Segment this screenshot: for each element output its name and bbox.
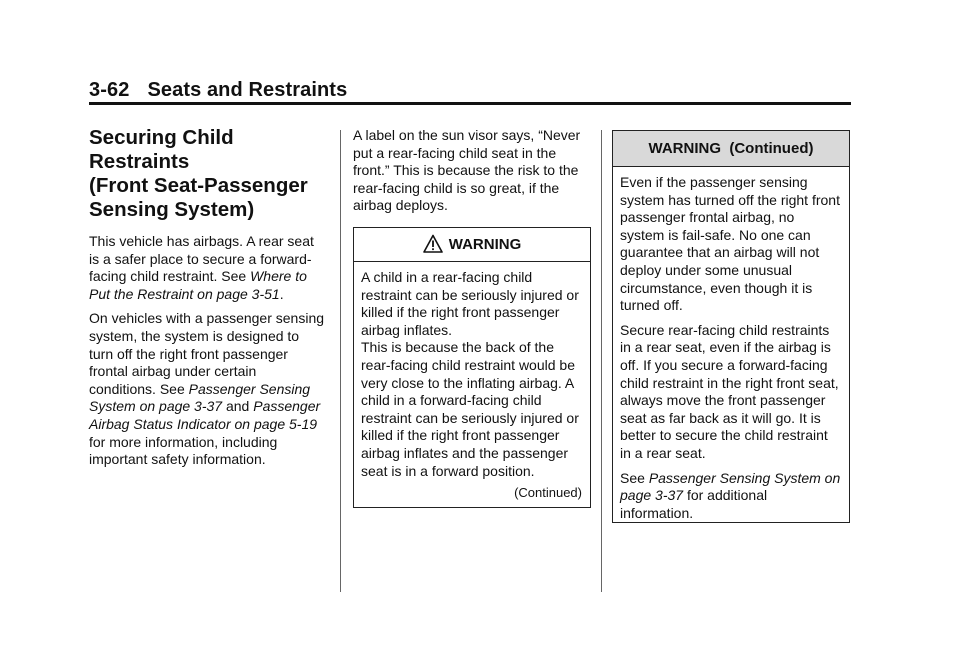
paragraph-sun-visor: A label on the sun visor says, “Never put a rear-facing child seat in the front.” This is because the risk to the rear-facing child is so great, if the airbag deploys. — [353, 127, 581, 214]
paragraph-text: See — [620, 469, 649, 486]
warning-continued-title: WARNING (Continued) — [648, 140, 814, 157]
reference-link-airbag-indicator[interactable]: Passenger Airbag Status Indicator on page 5-19 — [89, 398, 321, 432]
warning-header — [354, 228, 590, 262]
section-heading: Securing Child Restraints (Front Seat-Passenger Sensing System) — [89, 126, 308, 221]
column-divider-2 — [601, 130, 602, 592]
warning-continued-box — [612, 130, 850, 523]
column-divider-1 — [340, 130, 341, 592]
reference-link-passenger-sensing-2[interactable]: Passenger Sensing System on page 3-37 — [620, 469, 841, 504]
warning-continued-header — [613, 131, 849, 167]
warning-text-fail-safe: Even if the passenger sensing system has turned off the right front passenger frontal airbag, no system is fail-safe. No one can guarantee that an airbag will not deploy under some unusual circumstance, even though it is turned off. — [620, 174, 840, 314]
warning-text-secure-rear: Secure rear-facing child restraints in a rear seat, even if the airbag is off. If you secure a forward-facing child restraint in the right front seat, always move the front passenger seat as far back as it will go. It is better to secure the child restraint in a rear seat. — [620, 321, 839, 461]
column-3 — [612, 130, 850, 523]
page-header — [89, 79, 347, 102]
paragraph-text: On vehicles with a passenger sensing system, the system is designed to turn off the right front passenger frontal airbag under certain conditions. See — [89, 310, 325, 397]
continued-label: (Continued) — [514, 485, 582, 501]
warning-continued-body — [613, 167, 849, 533]
paragraph-end: . — [279, 285, 284, 302]
reference-link-passenger-sensing[interactable]: Passenger Sensing System on page 3-37 — [89, 380, 311, 415]
reference-link-restraint-placement[interactable]: Where to Put the Restraint on page 3-51 — [89, 268, 307, 302]
warning-box — [353, 227, 591, 508]
column-2 — [353, 127, 591, 508]
warning-text: A child in a rear-facing child restraint can be seriously injured or killed if the right front passenger airbag inflates. This is because the back of the rear-facing child restraint would be very close to the inflating airbag. A child in a forward-facing child restraint can be seriously injured or killed if the right front passenger airbag inflates and the passenger seat is in a forward position. — [361, 268, 579, 479]
warning-triangle-icon — [423, 234, 443, 254]
section-title: Seats and Restraints — [147, 79, 348, 101]
warning-text-see-also — [620, 470, 841, 523]
paragraph-end: for more information, including important safety information. — [89, 433, 278, 468]
column-1 — [89, 126, 325, 476]
paragraph-conjunction: and — [222, 398, 254, 415]
page-number: 3-62 — [89, 79, 130, 101]
paragraph-airbags — [89, 233, 325, 303]
paragraph-end: for additional information. — [620, 487, 768, 521]
warning-body — [354, 262, 590, 506]
paragraph-sensing-system — [89, 310, 325, 468]
paragraph-text: This vehicle has airbags. A rear seat is a safer place to secure a forward-facing child restraint. See — [89, 233, 314, 285]
header-rule — [89, 102, 851, 105]
warning-title: WARNING — [448, 235, 522, 253]
